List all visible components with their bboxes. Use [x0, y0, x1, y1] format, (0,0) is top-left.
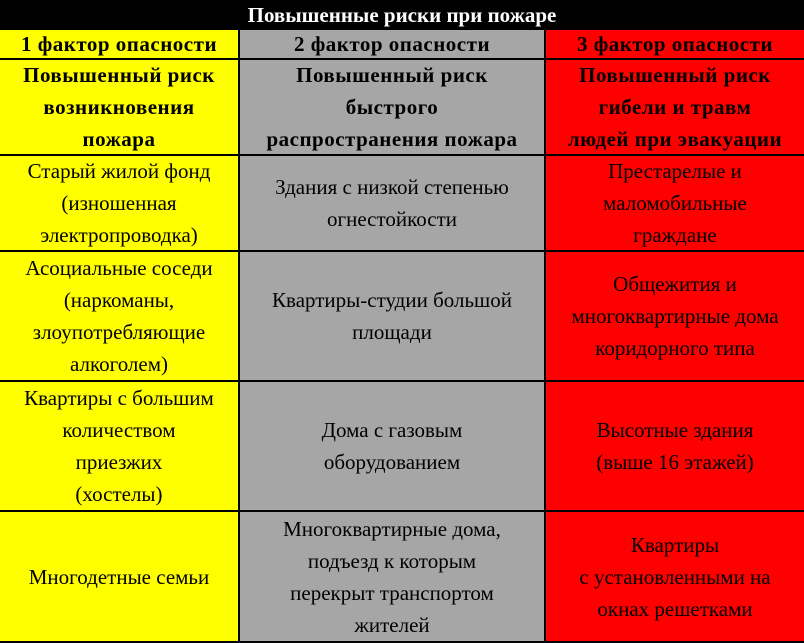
table-cell: Дома с газовым оборудованием — [240, 382, 546, 512]
table-cell: Многодетные семьи — [0, 512, 240, 643]
factor-1-header: 1 фактор опасности — [0, 30, 240, 60]
table-cell: Старый жилой фонд (изношенная электропроводка) — [0, 156, 240, 252]
table-cell: Престарелые и маломобильные граждане — [546, 156, 804, 252]
table-cell: Квартиры с большим количеством приезжих (хостелы) — [0, 382, 240, 512]
table-cell: Асоциальные соседи (наркоманы, злоупотребляющие алкоголем) — [0, 252, 240, 382]
table-cell: Квартиры с установленными на окнах решетками — [546, 512, 804, 643]
table-cell: Здания с низкой степенью огнестойкости — [240, 156, 546, 252]
table-cell: Квартиры-студии большой площади — [240, 252, 546, 382]
factor-2-risk: Повышенный риск быстрого распространения пожара — [240, 60, 546, 156]
factor-1-risk: Повышенный риск возникновения пожара — [0, 60, 240, 156]
table-cell: Высотные здания (выше 16 этажей) — [546, 382, 804, 512]
table-title: Повышенные риски при пожаре — [0, 0, 804, 30]
table-cell: Многоквартирные дома, подъезд к которым перекрыт транспортом жителей — [240, 512, 546, 643]
factor-2-header: 2 фактор опасности — [240, 30, 546, 60]
factor-3-risk: Повышенный риск гибели и травм людей при эвакуации — [546, 60, 804, 156]
factor-3-header: 3 фактор опасности — [546, 30, 804, 60]
table-cell: Общежития и многоквартирные дома коридорного типа — [546, 252, 804, 382]
